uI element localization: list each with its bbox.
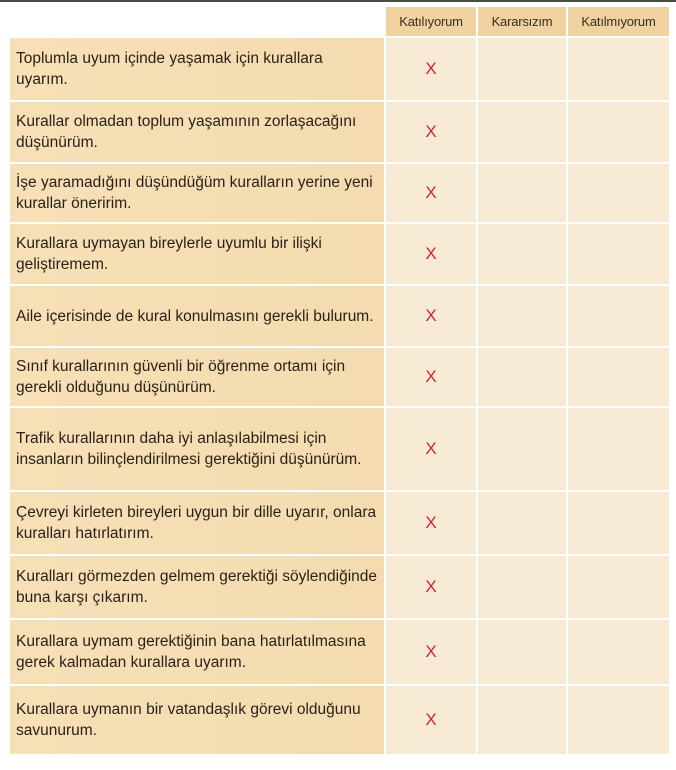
statement: Çevreyi kirleten bireyleri uygun bir dille uyarır, onlara kuralları hatırlatırım. <box>10 492 384 554</box>
statement: Sınıf kurallarının güvenli bir öğrenme ortamı için gerekli olduğunu düşünürüm. <box>10 348 384 406</box>
table-row <box>10 164 669 222</box>
table-row <box>10 286 669 346</box>
cell-undecided[interactable] <box>478 686 566 754</box>
cell-disagree[interactable] <box>568 286 669 346</box>
cell-disagree[interactable] <box>568 686 669 754</box>
statement: Kuralları görmezden gelmem gerektiği söylendiğinde buna karşı çıkarım. <box>10 556 384 618</box>
cell-disagree[interactable] <box>568 224 669 284</box>
statement: Aile içerisinde de kural konulmasını gerekli bulurum. <box>10 286 384 346</box>
table-row <box>10 556 669 618</box>
cell-agree[interactable]: X <box>386 102 476 162</box>
cell-disagree[interactable] <box>568 556 669 618</box>
survey-table <box>8 5 671 756</box>
cell-disagree[interactable] <box>568 620 669 684</box>
statement: Kurallara uymanın bir vatandaşlık görevi olduğunu savunurum. <box>10 686 384 754</box>
cell-disagree[interactable] <box>568 492 669 554</box>
cell-agree[interactable]: X <box>386 224 476 284</box>
statement: Kurallara uymam gerektiğinin bana hatırlatılmasına gerek kalmadan kurallara uyarım. <box>10 620 384 684</box>
cell-disagree[interactable] <box>568 348 669 406</box>
cell-undecided[interactable] <box>478 286 566 346</box>
table-row <box>10 620 669 684</box>
cell-agree[interactable]: X <box>386 620 476 684</box>
cell-agree[interactable]: X <box>386 348 476 406</box>
cell-undecided[interactable] <box>478 556 566 618</box>
cell-agree[interactable]: X <box>386 164 476 222</box>
cell-undecided[interactable] <box>478 164 566 222</box>
cell-undecided[interactable] <box>478 102 566 162</box>
statement: İşe yaramadığını düşündüğüm kuralların yerine yeni kurallar öneririm. <box>10 164 384 222</box>
cell-undecided[interactable] <box>478 348 566 406</box>
cell-undecided[interactable] <box>478 620 566 684</box>
top-border <box>0 0 676 2</box>
cell-undecided[interactable] <box>478 224 566 284</box>
cell-agree[interactable]: X <box>386 556 476 618</box>
table-row <box>10 348 669 406</box>
table-row <box>10 102 669 162</box>
header-agree: Katılıyorum <box>386 7 476 36</box>
table-row <box>10 224 669 284</box>
cell-agree[interactable]: X <box>386 492 476 554</box>
statement: Toplumla uyum içinde yaşamak için kurallara uyarım. <box>10 38 384 100</box>
statement: Kurallar olmadan toplum yaşamının zorlaşacağını düşünürüm. <box>10 102 384 162</box>
cell-undecided[interactable] <box>478 408 566 490</box>
header-undecided: Kararsızım <box>478 7 566 36</box>
cell-agree[interactable]: X <box>386 686 476 754</box>
cell-undecided[interactable] <box>478 492 566 554</box>
cell-disagree[interactable] <box>568 164 669 222</box>
statement: Kurallara uymayan bireylerle uyumlu bir ilişki geliştiremem. <box>10 224 384 284</box>
cell-agree[interactable]: X <box>386 286 476 346</box>
table-row <box>10 492 669 554</box>
table-row <box>10 686 669 754</box>
cell-undecided[interactable] <box>478 38 566 100</box>
header-row <box>10 7 669 36</box>
table-row <box>10 408 669 490</box>
header-disagree: Katılmıyorum <box>568 7 669 36</box>
table-row <box>10 38 669 100</box>
cell-agree[interactable]: X <box>386 38 476 100</box>
cell-agree[interactable]: X <box>386 408 476 490</box>
statement: Trafik kurallarının daha iyi anlaşılabilmesi için insanların bilinçlendirilmesi gerektiğini düşünürüm. <box>10 408 384 490</box>
header-blank <box>10 7 384 36</box>
cell-disagree[interactable] <box>568 408 669 490</box>
cell-disagree[interactable] <box>568 102 669 162</box>
cell-disagree[interactable] <box>568 38 669 100</box>
